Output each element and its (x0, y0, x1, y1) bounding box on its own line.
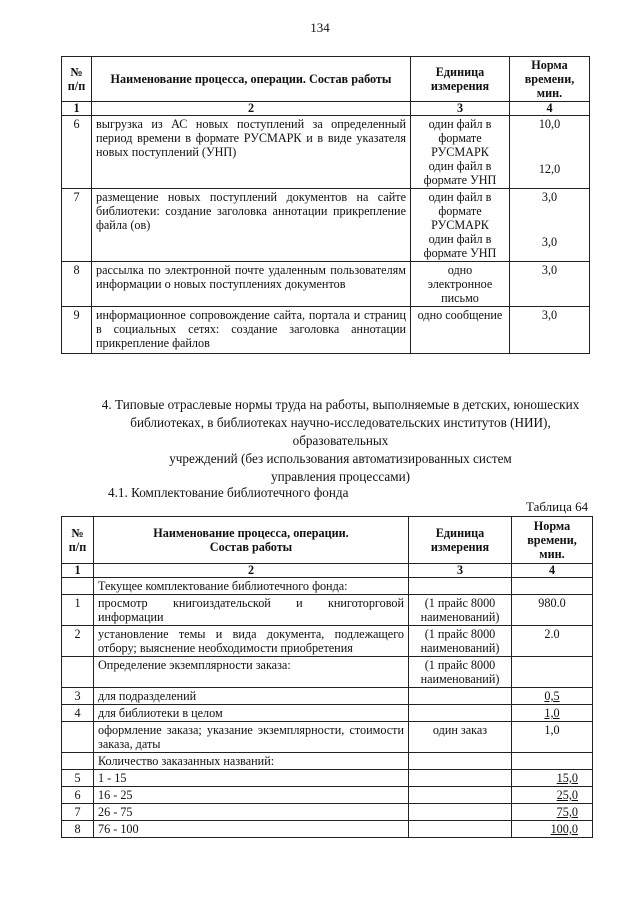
row-name: Определение экземплярности заказа: (94, 657, 409, 688)
table-row (62, 787, 593, 804)
column-index-row (62, 102, 590, 116)
row-norm (510, 189, 590, 262)
norm-value: 3,0 (541, 190, 558, 204)
row-number: 5 (62, 770, 94, 787)
column-index: 3 (409, 564, 512, 578)
table-header-row (62, 517, 593, 564)
row-name: выгрузка из АС новых поступлений за определенный период времени в формате РУСМАРК и в виде указателя новых поступлений (УНП) (92, 116, 411, 189)
header-norm: Норма времени, мин. (510, 57, 590, 102)
unit-value: один файл в формате УНП (423, 232, 497, 260)
row-number: 6 (62, 787, 94, 804)
header-num: № п/п (62, 57, 92, 102)
row-name: рассылка по электронной почте удаленным пользователям информации о новых поступлениях документов (92, 262, 411, 307)
header-num: № п/п (62, 517, 94, 564)
table-caption: Таблица 64 (526, 499, 589, 514)
table-row (62, 626, 593, 657)
row-name: 76 - 100 (94, 821, 409, 838)
column-index: 4 (512, 564, 593, 578)
row-norm: 1,0 (512, 705, 593, 722)
norms-table-continued (61, 56, 590, 354)
row-number: 8 (62, 821, 94, 838)
row-norm: 75,0 (512, 804, 593, 821)
column-index-row (62, 564, 593, 578)
unit-value: один файл в формате УНП (423, 159, 497, 187)
row-unit (411, 189, 510, 262)
row-unit: (1 прайс 8000 наименований) (409, 595, 512, 626)
row-norm: 100,0 (512, 821, 593, 838)
header-name: Наименование процесса, операции. Состав работы (92, 57, 411, 102)
row-unit (411, 116, 510, 189)
row-norm: 3,0 (510, 262, 590, 307)
row-number: 7 (62, 189, 92, 262)
row-norm: 0,5 (512, 688, 593, 705)
row-norm: 980.0 (512, 595, 593, 626)
row-norm (512, 657, 593, 688)
row-unit: один заказ (409, 722, 512, 753)
row-name: 16 - 25 (94, 787, 409, 804)
row-name: информационное сопровождение сайта, портала и страниц в социальных сетях: создание заголовка аннотации прикрепление файлов (92, 307, 411, 354)
table-row (62, 821, 593, 838)
row-name: оформление заказа; указание экземплярности, стоимости заказа, даты (94, 722, 409, 753)
row-name: 1 - 15 (94, 770, 409, 787)
row-number: 9 (62, 307, 92, 354)
column-index: 3 (411, 102, 510, 116)
row-name: просмотр книгоиздательской и книготорговой информации (94, 595, 409, 626)
row-name: Текущее комплектование библиотечного фонда: (94, 578, 409, 595)
table-row (62, 116, 590, 189)
row-name: установление темы и вида документа, подлежащего отбору; выяснение необходимости приобретения (94, 626, 409, 657)
row-unit (409, 753, 512, 770)
row-name: Количество заказанных названий: (94, 753, 409, 770)
header-name-line: Наименование процесса, операции. (153, 526, 349, 540)
row-name: для библиотеки в целом (94, 705, 409, 722)
row-unit (409, 770, 512, 787)
column-index: 4 (510, 102, 590, 116)
section-heading (88, 396, 593, 486)
row-norm (512, 578, 593, 595)
row-name: для подразделений (94, 688, 409, 705)
row-number: 2 (62, 626, 94, 657)
table-row (62, 804, 593, 821)
row-norm: 15,0 (512, 770, 593, 787)
row-number: 7 (62, 804, 94, 821)
row-norm: 1,0 (512, 722, 593, 753)
table-row (62, 262, 590, 307)
row-norm (512, 753, 593, 770)
row-number (62, 578, 94, 595)
row-unit (409, 705, 512, 722)
column-index: 1 (62, 564, 94, 578)
row-number: 6 (62, 116, 92, 189)
table-row (62, 578, 593, 595)
table-row (62, 189, 590, 262)
row-number (62, 722, 94, 753)
row-number (62, 753, 94, 770)
column-index: 2 (92, 102, 411, 116)
table-row (62, 753, 593, 770)
row-number: 3 (62, 688, 94, 705)
table-row (62, 770, 593, 787)
norm-value: 3,0 (541, 235, 558, 249)
row-number: 4 (62, 705, 94, 722)
table-header-row (62, 57, 590, 102)
row-number: 1 (62, 595, 94, 626)
header-norm: Норма времени, мин. (512, 517, 593, 564)
row-norm: 25,0 (512, 787, 593, 804)
header-name (94, 517, 409, 564)
row-number (62, 657, 94, 688)
table-row (62, 595, 593, 626)
subsection-heading: 4.1. Комплектование библиотечного фонда (108, 485, 349, 500)
acquisition-norms-table (61, 516, 593, 838)
row-unit (409, 804, 512, 821)
header-unit: Единица измерения (409, 517, 512, 564)
row-norm: 3,0 (510, 307, 590, 354)
row-unit: одно электронное письмо (411, 262, 510, 307)
norm-value: 10,0 (538, 117, 561, 131)
table-row (62, 657, 593, 688)
row-number: 8 (62, 262, 92, 307)
header-unit: Единица измерения (411, 57, 510, 102)
row-unit (409, 821, 512, 838)
row-unit: (1 прайс 8000 наименований) (409, 657, 512, 688)
row-name: размещение новых поступлений документов на сайте библиотеки: создание заголовка аннотации прикрепление файла (ов) (92, 189, 411, 262)
table-row (62, 688, 593, 705)
column-index: 1 (62, 102, 92, 116)
section-heading-line: библиотеках, в библиотеках научно-исследовательских институтов (НИИ), образовательных (130, 415, 551, 448)
unit-value: один файл в формате РУСМАРК (428, 117, 492, 159)
header-name-line: Состав работы (209, 540, 293, 554)
row-unit: (1 прайс 8000 наименований) (409, 626, 512, 657)
row-unit (409, 688, 512, 705)
section-heading-line: учреждений (без использования автоматизированных систем (169, 451, 512, 466)
table-row (62, 307, 590, 354)
section-heading-line: 4. Типовые отраслевые нормы труда на работы, выполняемые в детских, юношеских (101, 397, 580, 412)
section-heading-line: управления процессами) (270, 469, 411, 484)
row-unit: одно сообщение (411, 307, 510, 354)
row-name: 26 - 75 (94, 804, 409, 821)
table-row (62, 722, 593, 753)
row-unit (409, 787, 512, 804)
unit-value: один файл в формате РУСМАРК (428, 190, 492, 232)
norm-value: 12,0 (538, 162, 561, 176)
row-norm (510, 116, 590, 189)
row-unit (409, 578, 512, 595)
page-number: 134 (310, 20, 330, 35)
column-index: 2 (94, 564, 409, 578)
table-row (62, 705, 593, 722)
row-norm: 2.0 (512, 626, 593, 657)
